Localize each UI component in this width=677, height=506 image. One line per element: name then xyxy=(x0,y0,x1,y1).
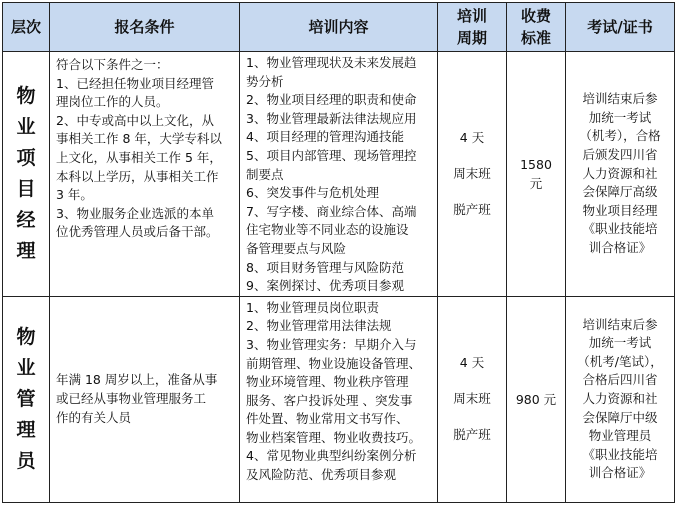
cert-line: 会保障厅中级 xyxy=(582,409,658,425)
level-char: 员 xyxy=(16,449,36,472)
period-cell xyxy=(438,296,507,502)
level-char: 目 xyxy=(16,177,36,200)
cert-line: （机考/笔试）， xyxy=(577,353,663,369)
content-cell xyxy=(240,52,438,297)
content-line: 5、项目内部管理、现场管理控 xyxy=(246,147,417,163)
condition-line: 本科以上学历，从事相关工作 xyxy=(56,168,219,184)
fee-cell xyxy=(507,296,566,502)
cert-cell xyxy=(566,52,675,297)
content-line: 7、写字楼、商业综合体、高端 xyxy=(246,203,417,219)
content-cell xyxy=(240,296,438,502)
cert-line: 培训结束后参 xyxy=(582,91,658,107)
header-period xyxy=(438,3,507,52)
period-line: 脱产班 xyxy=(453,427,491,443)
level-char: 物 xyxy=(16,325,36,348)
table-row xyxy=(3,52,675,297)
content-line: 住宅物业等不同业态的设施设 xyxy=(246,222,409,238)
content-line: 件处置、物业常用文书写作、 xyxy=(246,411,409,427)
fee-line: 1580 xyxy=(520,156,552,172)
period-line: 周末班 xyxy=(453,391,491,407)
cert-line: 训合格证》 xyxy=(588,239,652,255)
content-line: 1、物业管理现状及未来发展趋 xyxy=(246,55,417,70)
header-level: 层次 xyxy=(3,3,50,52)
cert-line: 加统一考试 xyxy=(588,109,652,125)
condition-line: 理岗位工作的人员。 xyxy=(56,94,169,110)
fee-line: 980 元 xyxy=(515,391,557,407)
content-line: 前期管理、物业设施设备管理、 xyxy=(246,355,422,371)
content-line: 物业档案管理、物业收费技巧。 xyxy=(246,429,422,445)
level-char: 理 xyxy=(16,418,36,441)
level-char: 物 xyxy=(16,84,36,107)
level-char: 项 xyxy=(16,146,36,169)
level-char: 业 xyxy=(16,356,36,379)
content-line: 1、物业管理员岗位职责 xyxy=(246,299,379,315)
condition-line: 位优秀管理人员或后备干部。 xyxy=(56,224,219,240)
content-line: 势分析 xyxy=(246,73,284,89)
period-line: 4 天 xyxy=(459,129,485,145)
cert-line: 培训结束后参 xyxy=(582,316,658,332)
content-line: 9、案例探讨、优秀项目参观 xyxy=(246,278,404,294)
fee-line: 元 xyxy=(529,175,543,191)
condition-line: 或已经从事物业管理服务工 xyxy=(56,390,207,406)
header-fee-line-1: 收费 xyxy=(520,7,551,25)
header-content: 培训内容 xyxy=(240,3,438,52)
cert-line: （机考），合格 xyxy=(579,128,661,144)
condition-line: 事相关工作 8 年，大学专科以 xyxy=(56,131,222,147)
condition-line: 符合以下条件之一： xyxy=(56,57,169,72)
level-char: 经 xyxy=(16,208,36,231)
cert-line: 物业项目经理 xyxy=(582,202,658,218)
training-table xyxy=(2,2,675,503)
condition-line: 1、已经担任物业项目经理管 xyxy=(56,75,214,91)
period-line: 周末班 xyxy=(453,165,491,181)
cert-cell xyxy=(566,296,675,502)
content-line: 服务、客户投诉处理 、突发事 xyxy=(246,392,413,408)
level-char: 管 xyxy=(16,387,36,410)
level-char: 理 xyxy=(16,239,36,262)
header-cert: 考试/证书 xyxy=(566,3,675,52)
period-line: 4 天 xyxy=(459,355,485,371)
content-line: 3、物业管理最新法律法规应用 xyxy=(246,110,417,126)
header-period-line-1: 培训 xyxy=(456,7,487,25)
content-line: 8、项目财务管理与风险防范 xyxy=(246,259,404,275)
content-line: 2、物业项目经理的职责和使命 xyxy=(246,92,417,108)
condition-line: 作的有关人员 xyxy=(56,409,132,425)
header-fee-line-2: 标准 xyxy=(520,29,551,47)
cert-line: 合格后四川省 xyxy=(582,372,658,388)
header-row xyxy=(3,3,675,52)
content-line: 6、突发事件与危机处理 xyxy=(246,185,379,201)
content-line: 及风险防范、优秀项目参观 xyxy=(246,467,397,483)
content-line: 物业环境管理、物业秩序管理 xyxy=(246,374,409,390)
period-cell xyxy=(438,52,507,297)
content-line: 备管理要点与风险 xyxy=(246,240,347,256)
content-line: 2、物业管理常用法律法规 xyxy=(246,318,392,334)
content-line: 3、物业管理实务：早期介入与 xyxy=(246,336,417,352)
cert-line: 物业管理员 xyxy=(588,428,652,444)
table-row xyxy=(3,296,675,502)
condition-line: 年满 18 周岁以上，准备从事 xyxy=(56,372,218,388)
cert-line: 人力资源和社 xyxy=(582,165,658,181)
level-cell xyxy=(3,52,50,297)
condition-cell xyxy=(50,52,240,297)
cert-line: 训合格证》 xyxy=(588,465,652,481)
level-cell xyxy=(3,296,50,502)
header-period-line-2: 周期 xyxy=(456,29,487,47)
header-condition: 报名条件 xyxy=(50,3,240,52)
cert-line: 《职业技能培 xyxy=(582,221,658,237)
condition-line: 上文化，从事相关工作 5 年， xyxy=(56,149,222,165)
level-char: 业 xyxy=(16,115,36,138)
condition-line: 3 年。 xyxy=(56,187,93,203)
cert-line: 后颁发四川省 xyxy=(582,146,658,162)
condition-line: 3、物业服务企业选派的本单 xyxy=(56,205,214,221)
condition-cell xyxy=(50,296,240,502)
content-line: 4、项目经理的管理沟通技能 xyxy=(246,129,404,145)
fee-cell xyxy=(507,52,566,297)
content-line: 4、常见物业典型纠纷案例分析 xyxy=(246,448,417,464)
condition-line: 2、中专或高中以上文化，从 xyxy=(56,112,214,128)
header-fee xyxy=(507,3,566,52)
cert-line: 加统一考试 xyxy=(588,335,652,351)
cert-line: 《职业技能培 xyxy=(582,446,658,462)
period-line: 脱产班 xyxy=(453,201,491,217)
content-line: 制要点 xyxy=(246,166,284,182)
cert-line: 会保障厅高级 xyxy=(582,184,658,200)
cert-line: 人力资源和社 xyxy=(582,390,658,406)
